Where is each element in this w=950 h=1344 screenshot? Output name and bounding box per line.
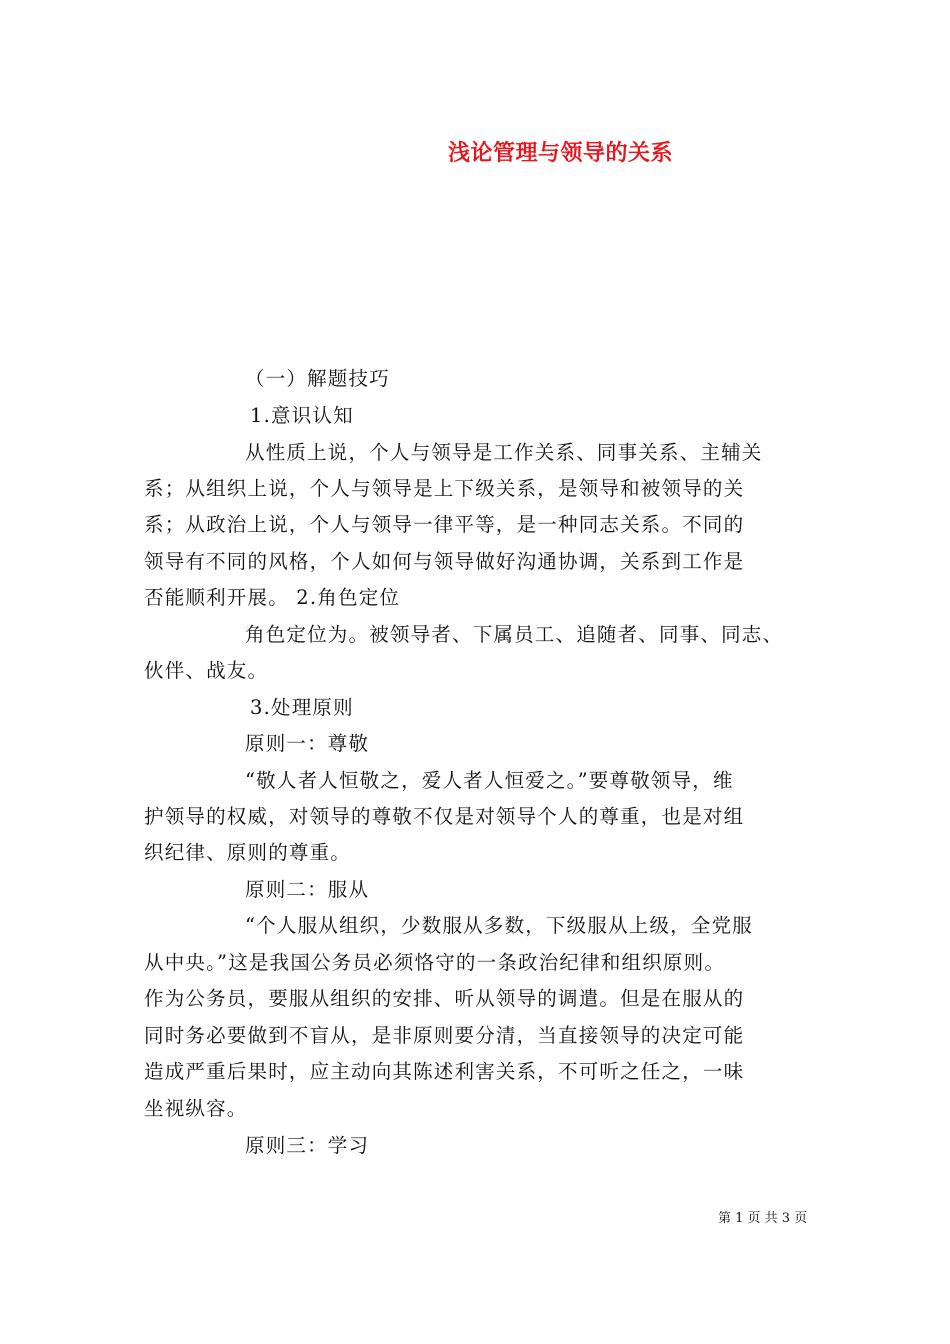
principle-heading: 原则一：尊敬 bbox=[245, 732, 370, 755]
paragraph-line: 同时务必要做到不盲从，是非原则要分清，当直接领导的决定可能 bbox=[144, 1024, 745, 1047]
paragraph-line: 造成严重后果时，应主动向其陈述利害关系，不可听之任之，一味 bbox=[144, 1060, 745, 1083]
paragraph-line: 伙伴、战友。 bbox=[144, 659, 269, 682]
paragraph-line: 从性质上说，个人与领导是工作关系、同事关系、主辅关 bbox=[245, 441, 763, 464]
paragraph-line: “敬人者人恒敬之，爱人者人恒爱之。”要尊敬领导，维 bbox=[245, 769, 734, 792]
principle-heading: 原则二：服从 bbox=[245, 878, 370, 901]
paragraph-line: 否能顺利开展。 2.角色定位 bbox=[144, 586, 401, 609]
paragraph-line: 护领导的权威，对领导的尊敬不仅是对领导个人的尊重，也是对组 bbox=[144, 805, 745, 828]
paragraph-line: 领导有不同的风格，个人如何与领导做好沟通协调，关系到工作是 bbox=[144, 550, 745, 573]
principle-heading: 原则三：学习 bbox=[245, 1134, 370, 1157]
paragraph-line: 角色定位为。被领导者、下属员工、追随者、同事、同志、 bbox=[245, 623, 784, 646]
section-heading: （一）解题技巧 bbox=[245, 367, 390, 390]
page-footer: 第 1 页 共 3 页 bbox=[718, 1211, 808, 1226]
paragraph-line: 坐视纵容。 bbox=[144, 1097, 248, 1120]
paragraph-line: 作为公务员，要服从组织的安排、听从领导的调遣。但是在服从的 bbox=[144, 987, 745, 1010]
document-title: 浅论管理与领导的关系 bbox=[448, 140, 674, 166]
paragraph-line: 从中央。”这是我国公务员必须恪守的一条政治纪律和组织原则。 bbox=[144, 951, 726, 974]
paragraph-line: 系；从组织上说，个人与领导是上下级关系，是领导和被领导的关 bbox=[144, 477, 745, 500]
subheading: 3.处理原则 bbox=[250, 696, 354, 719]
subheading: 1.意识认知 bbox=[250, 404, 354, 427]
paragraph-line: 系；从政治上说，个人与领导一律平等，是一种同志关系。不同的 bbox=[144, 513, 745, 536]
paragraph-line: 织纪律、原则的尊重。 bbox=[144, 841, 352, 864]
paragraph-line: “个人服从组织，少数服从多数，下级服从上级，全党服 bbox=[245, 914, 753, 937]
